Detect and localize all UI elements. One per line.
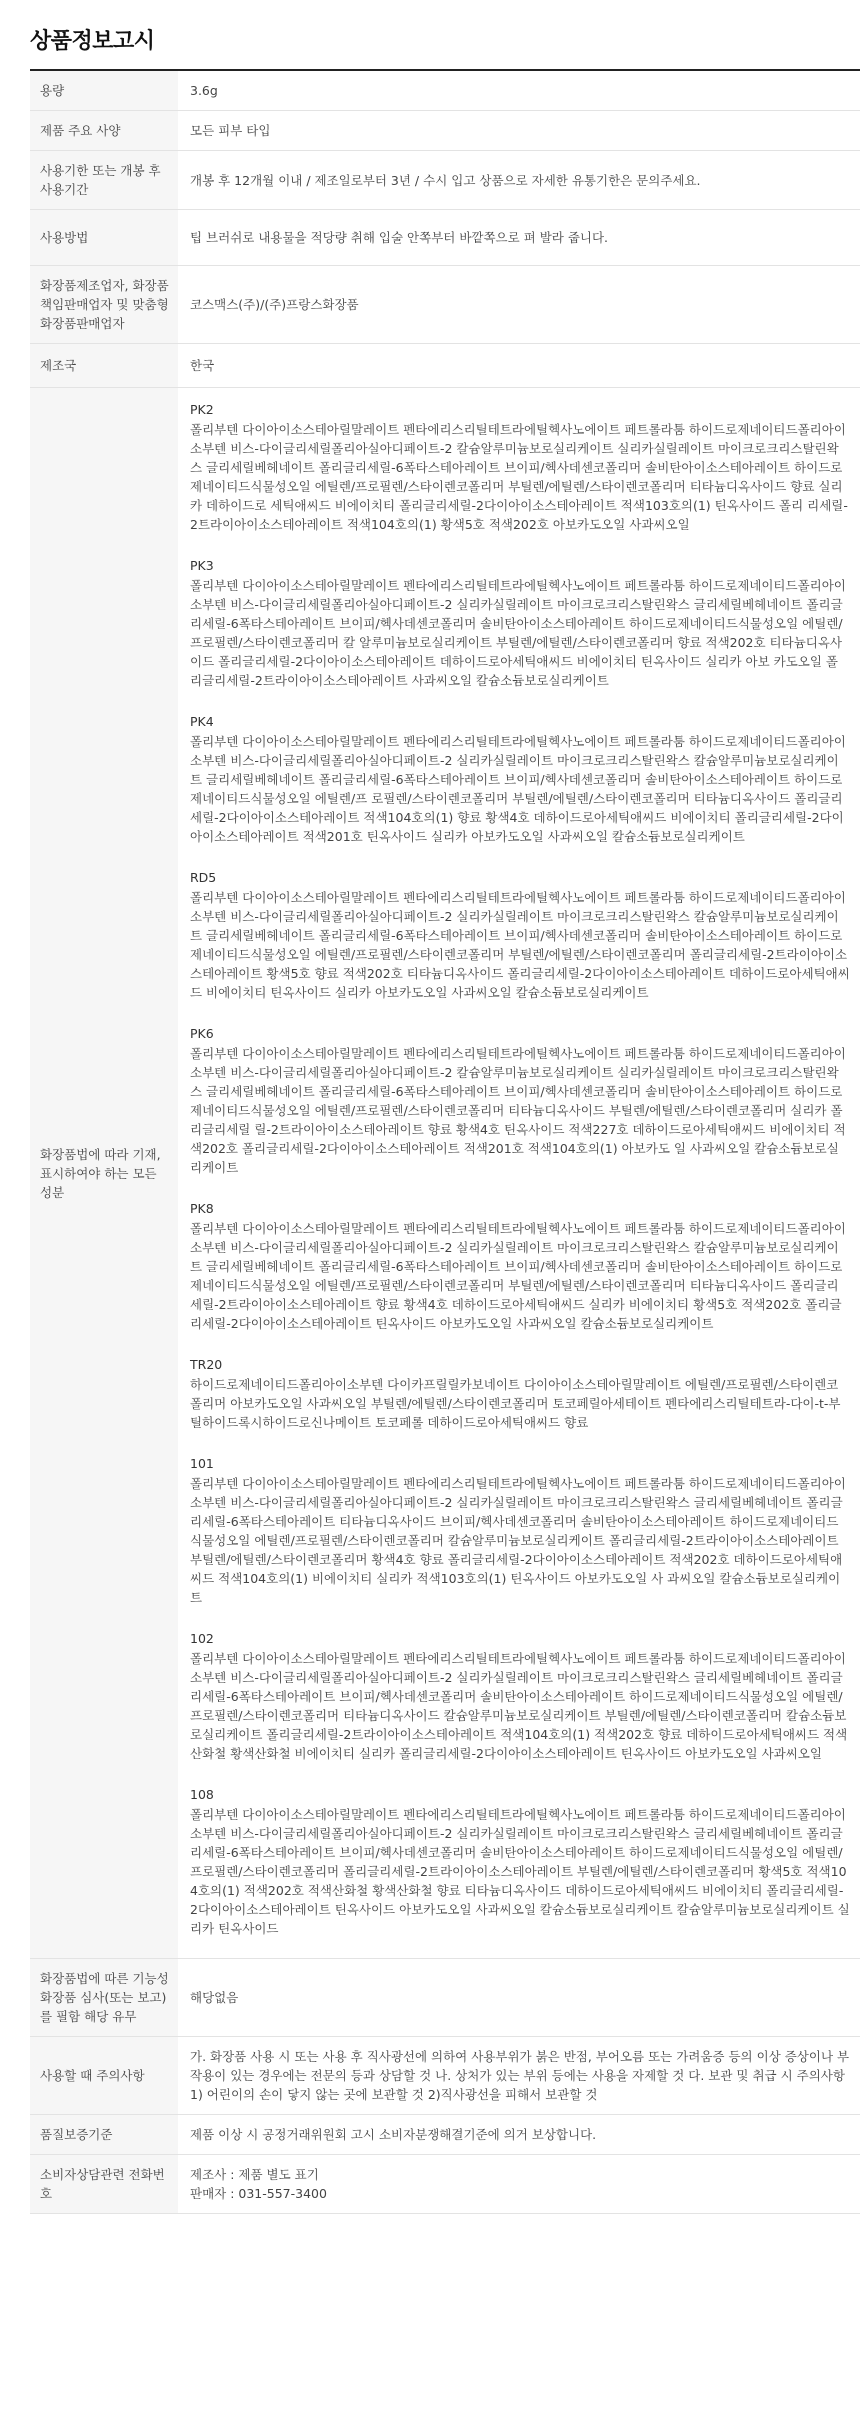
ingredient-block (190, 1355, 850, 1432)
shade-code: TR20 (190, 1357, 223, 1372)
shade-code: 108 (190, 1787, 214, 1802)
row-label: 용량 (30, 70, 178, 111)
product-info-table (30, 69, 860, 2214)
ingredient-text: 폴리부텐 다이아이소스테아릴말레이트 펜타에리스리틸테트라에틸헥사노에이트 페트롤라툼 하이드로제네이티드폴리아이소부텐 비스-다이글리세릴폴리아실아디페이트-2 실리카실릴레이트 마이크로크리스탈린왁스 글리세릴베헤네이트 폴리글리세릴-6폭타스테아레이트 브이피/헥사데센코폴리머 솔비탄아이소스테아레이트 하이드로제네이티드식물성오일 에틸렌/프로필렌/스타이렌코폴리머 폴리글리세릴-2트라이아이소스테아레이트 부틸렌/에틸렌/스타이렌코폴리머 황색5호 적색104호의(1) 적색202호 적색산화철 황색산화철 향료 티타늄디옥사이드 데하이드로아세틱애씨드 비에이치티 폴리글리세릴-2다이아이소스테아레이트 틴옥사이드 아보카도오일 사과씨오일 칼슘소듐보로실리케이트 칼슘알루미늄보로실리케이트 실리카 틴옥사이드 (190, 1807, 850, 1936)
shade-code: PK4 (190, 714, 214, 729)
ingredient-block (190, 1199, 850, 1333)
product-info-notice (30, 0, 860, 2214)
ingredients-list (178, 388, 860, 1959)
ingredient-text: 폴리부텐 다이아이소스테아릴말레이트 펜타에리스리틸테트라에틸헥사노에이트 페트롤라툼 하이드로제네이티드폴리아이소부텐 비스-다이글리세릴폴리아실아디페이트-2 실리카실릴레이트 마이크로크리스탈린왁스 칼슘알루미늄보로실리케이트 글리세릴베헤네이트 폴리글리세릴-6폭타스테아레이트 브이피/헥사데센코폴리머 솔비탄아이소스테아레이트 하이드로제네이티드식물성오일 에틸렌/프 로필렌/스타이렌코폴리머 부틸렌/에틸렌/스타이렌코폴리머 티타늄디옥사이드 폴리글리세릴-2다이아이소스테아레이트 적색104호의(1) 향료 황색4호 데하이드로아세틱애씨드 비에이치티 폴리글리세릴-2다이아이소스테아레이트 적색201호 틴옥사이드 실리카 아보카도오일 사과씨오일 칼슘소듐보로실리케이트 (190, 734, 846, 844)
row-label: 소비자상담관련 전화번호 (30, 2155, 178, 2214)
shade-code: 102 (190, 1631, 214, 1646)
row-spec (30, 111, 860, 151)
ingredient-block (190, 556, 850, 690)
row-quality (30, 2115, 860, 2155)
row-label: 화장품법에 따른 기능성 화장품 심사(또는 보고)를 필함 해당 유무 (30, 1959, 178, 2037)
ingredient-text: 폴리부텐 다이아이소스테아릴말레이트 펜타에리스리틸테트라에틸헥사노에이트 페트롤라툼 하이드로제네이티드폴리아이소부텐 비스-다이글리세릴폴리아실아디페이트-2 실리카실릴레이트 마이크로크리스탈린왁스 칼슘알루미늄보로실리케이트 글리세릴베헤네이트 폴리글리세릴-6폭타스테아레이트 브이피/헥사데센코폴리머 솔비탄아이소스테아레이트 하이드로제네이티드식물성오일 에틸렌/프로필렌/스타이렌코폴리머 부틸렌/에틸렌/스타이렌코폴리머 티타늄디옥사이드 폴리글리세릴-2트라이아이소스테아레이트 향료 황색4호 데하이드로아세틱애씨드 실리카 비에이치티 황색5호 적색202호 폴리글리세릴-2다이아이소스테아레이트 틴옥사이드 아보카도오일 사과씨오일 칼슘소듐보로실리케이트 (190, 1221, 846, 1331)
shade-code: RD5 (190, 870, 217, 885)
shade-code: 101 (190, 1456, 214, 1471)
ingredient-block (190, 868, 850, 1002)
ingredient-block (190, 1785, 850, 1938)
ingredient-text: 폴리부텐 다이아이소스테아릴말레이트 펜타에리스리틸테트라에틸헥사노에이트 페트롤라툼 하이드로제네이티드폴리아이소부텐 비스-다이글리세릴폴리아실아디페이트-2 칼슘알루미늄보로실리케이트 실리카실릴레이트 마이크로크리스탈린왁스 글리세릴베헤네이트 폴리글리세릴-6폭타스테아레이트 브이피/헥사데센코폴리머 솔비탄아이소스테아레이트 하이드로제네이티드식물성오일 에틸렌/프로필렌/스타이렌코폴리머 티타늄디옥사이드 부틸렌/에틸렌/스타이렌코폴리머 실리카 폴리글리세릴 릴-2트라이아이소스테아레이트 향료 황색4호 틴옥사이드 적색227호 데하이드로아세틱애씨드 비에이치티 적색202호 폴리글리세릴-2다이아이소스테아레이트 적색201호 적색104호의(1) 아보카도 일 사과씨오일 칼슘소듐보로실리케이트 (190, 1046, 846, 1175)
row-manufacturer (30, 266, 860, 344)
ingredient-block (190, 1454, 850, 1607)
ingredient-block (190, 712, 850, 846)
shade-code: PK6 (190, 1026, 214, 1041)
row-value: 코스맥스(주)/(주)프랑스화장품 (178, 266, 860, 344)
row-value: 3.6g (178, 70, 860, 111)
ingredient-text: 폴리부텐 다이아이소스테아릴말레이트 펜타에리스리틸테트라에틸헥사노에이트 페트롤라툼 하이드로제네이티드폴리아이소부텐 비스-다이글리세릴폴리아실아디페이트-2 실리카실릴레이트 마이크로크리스탈린왁스 글리세릴베헤네이트 폴리글리세릴-6폭타스테아레이트 브이피/헥사데센코폴리머 솔비탄아이소스테아레이트 하이드로제네이티드식물성오일 에틸렌/프로필렌/스타이렌코폴리머 티타늄디옥사이드 칼슘알루미늄보로실리케이트 부틸렌/에틸렌/스타이렌코폴리머 칼슘소듐보로실리케이트 폴리글리세릴-2트라이아이소스테아레이트 적색104호의(1) 적색202호 향료 데하이드로아세틱애씨드 적색산화철 황색산화철 비에이치티 실리카 폴리글리세릴-2다이아이소스테아레이트 틴옥사이드 아보카도오일 사과씨오일 (190, 1651, 848, 1761)
row-value: 가. 화장품 사용 시 또는 사용 후 직사광선에 의하여 사용부위가 붉은 반점, 부어오름 또는 가려움증 등의 이상 증상이나 부작용이 있는 경우에는 전문의 등과 상담할 것 나. 상처가 있는 부위 등에는 사용을 자제할 것 다. 보관 및 취급 시 주의사항 1) 어린이의 손이 닿지 않는 곳에 보관할 것 2)직사광선을 피해서 보관할 것 (178, 2037, 860, 2115)
row-ingredients (30, 388, 860, 1959)
shade-code: PK3 (190, 558, 214, 573)
row-value: 모든 피부 타입 (178, 111, 860, 151)
row-label: 사용할 때 주의사항 (30, 2037, 178, 2115)
row-value: 개봉 후 12개월 이내 / 제조일로부터 3년 / 수시 입고 상품으로 자세한 유통기한은 문의주세요. (178, 151, 860, 210)
shade-code: PK2 (190, 402, 214, 417)
shade-code: PK8 (190, 1201, 214, 1216)
row-label: 화장품제조업자, 화장품책임판매업자 및 맞춤형화장품판매업자 (30, 266, 178, 344)
row-label: 화장품법에 따라 기재, 표시하여야 하는 모든 성분 (30, 388, 178, 1959)
row-caution (30, 2037, 860, 2115)
ingredient-text: 폴리부텐 다이아이소스테아릴말레이트 펜타에리스리틸테트라에틸헥사노에이트 페트롤라툼 하이드로제네이티드폴리아이소부텐 비스-다이글리세릴폴리아실아디페이트-2 칼슘알루미늄보로실리케이트 실리카실릴레이트 마이크로크리스탈린왁스 글리세릴베헤네이트 폴리글리세릴-6폭타스테아레이트 브이피/헥사데센코폴리머 솔비탄아이소스테아레이트 하이드로제네이티드식물성오일 에틸렌/프로필렌/스타이렌코폴리머 부틸렌/에틸렌/스타이렌코폴리머 티타늄디옥사이드 향료 실리카 데하이드로 세틱애씨드 비에이치티 폴리글리세릴-2다이아이소스테아레이트 적색103호의(1) 틴옥사이드 폴리 리세릴-2트라이아이소스테아레이트 적색104호의(1) 황색5호 적색202호 아보카도오일 사과씨오일 (190, 422, 848, 532)
row-origin (30, 344, 860, 388)
ingredient-block (190, 1629, 850, 1763)
row-label: 사용방법 (30, 210, 178, 266)
row-label: 품질보증기준 (30, 2115, 178, 2155)
row-expiry (30, 151, 860, 210)
ingredient-text: 폴리부텐 다이아이소스테아릴말레이트 펜타에리스리틸테트라에틸헥사노에이트 페트롤라툼 하이드로제네이티드폴리아이소부텐 비스-다이글리세릴폴리아실아디페이트-2 실리카실릴레이트 마이크로크리스탈린왁스 글리세릴베헤네이트 폴리글리세릴-6폭타스테아레이트 티타늄디옥사이드 브이피/헥사데센코폴리머 솔비탄아이소스테아레이트 하이드로제네이티드식물성오일 에틸렌/프로필렌/스타이렌코폴리머 칼슘알루미늄보로실리케이트 폴리글리세릴-2트라이아이소스테아레이트 부틸렌/에틸렌/스타이렌코폴리머 황색4호 향료 폴리글리세릴-2다이아이소스테아레이트 적색202호 데하이드로아세틱애씨드 적색104호의(1) 비에이치티 실리카 적색103호의(1) 틴옥사이드 아보카도오일 사 과씨오일 칼슘소듐보로실리케이트 (190, 1476, 846, 1605)
page-title: 상품정보고시 (30, 29, 155, 54)
row-label: 사용기한 또는 개봉 후 사용기간 (30, 151, 178, 210)
ingredient-block (190, 400, 850, 534)
row-label: 제품 주요 사양 (30, 111, 178, 151)
row-functional-cosmetic (30, 1959, 860, 2037)
ingredient-text: 폴리부텐 다이아이소스테아릴말레이트 펜타에리스리틸테트라에틸헥사노에이트 페트롤라툼 하이드로제네이티드폴리아이소부텐 비스-다이글리세릴폴리아실아디페이트-2 실리카실릴레이트 마이크로크리스탈린왁스 글리세릴베헤네이트 폴리글리세릴-6폭타스테아레이트 브이피/헥사데센코폴리머 솔비탄아이소스테아레이트 하이드로제네이티드식물성오일 에틸렌/프로필렌/스타이렌코폴리머 칼 알루미늄보로실리케이트 부틸렌/에틸렌/스타이렌코폴리머 향료 적색202호 티타늄디옥사이드 폴리글리세릴-2다이아이소스테아레이트 데하이드로아세틱애씨드 비에이치티 틴옥사이드 실리카 아보 카도오일 폴리글리세릴-2트라이아이소스테아레이트 사과씨오일 칼슘소듐보로실리케이트 (190, 578, 846, 688)
row-value: 한국 (178, 344, 860, 388)
row-usage (30, 210, 860, 266)
row-value: 제품 이상 시 공정거래위원회 고시 소비자분쟁해결기준에 의거 보상합니다. (178, 2115, 860, 2155)
ingredient-text: 하이드로제네이티드폴리아이소부텐 다이카프릴릴카보네이트 다이아이소스테아릴말레이트 에틸렌/프로필렌/스타이렌코폴리머 아보카도오일 사과씨오일 부틸렌/에틸렌/스타이렌코폴리머 토코페릴아세테이트 펜타에리스리틸테트라-다이-t-부틸하이드록시하이드로신나메이트 토코페롤 데하이드로아세틱애씨드 향료 (190, 1377, 841, 1430)
contact-seller: 판매자 : 031-557-3400 (190, 2186, 327, 2201)
ingredient-text: 폴리부텐 다이아이소스테아릴말레이트 펜타에리스리틸테트라에틸헥사노에이트 페트롤라툼 하이드로제네이티드폴리아이소부텐 비스-다이글리세릴폴리아실아디페이트-2 실리카실릴레이트 마이크로크리스탈린왁스 칼슘알루미늄보로실리케이트 글리세릴베헤네이트 폴리글리세릴-6폭타스테아레이트 브이피/헥사데센코폴리머 솔비탄아이소스테아레이트 하이드로제네이티드식물성오일 에틸렌/프로필렌/스타이렌코폴리머 부틸렌/에틸렌/스타이렌코폴리머 폴리글리세릴-2트라이아이소스테아레이트 황색5호 향료 적색202호 티타늄디옥사이드 폴리글리세릴-2다이아이소스테아레이트 데하이드로아세틱애씨드 비에이치티 틴옥사이드 실리카 아보카도오일 사과씨오일 칼슘소듐보로실리케이트 (190, 890, 850, 1000)
row-capacity (30, 70, 860, 111)
contact-manufacturer: 제조사 : 제품 별도 표기 (190, 2167, 319, 2182)
ingredient-block (190, 1024, 850, 1177)
row-value: 팁 브러쉬로 내용물을 적당량 취해 입술 안쪽부터 바깥쪽으로 펴 발라 줍니다. (178, 210, 860, 266)
row-value (178, 2155, 860, 2214)
row-contact (30, 2155, 860, 2214)
row-value: 해당없음 (178, 1959, 860, 2037)
row-label: 제조국 (30, 344, 178, 388)
